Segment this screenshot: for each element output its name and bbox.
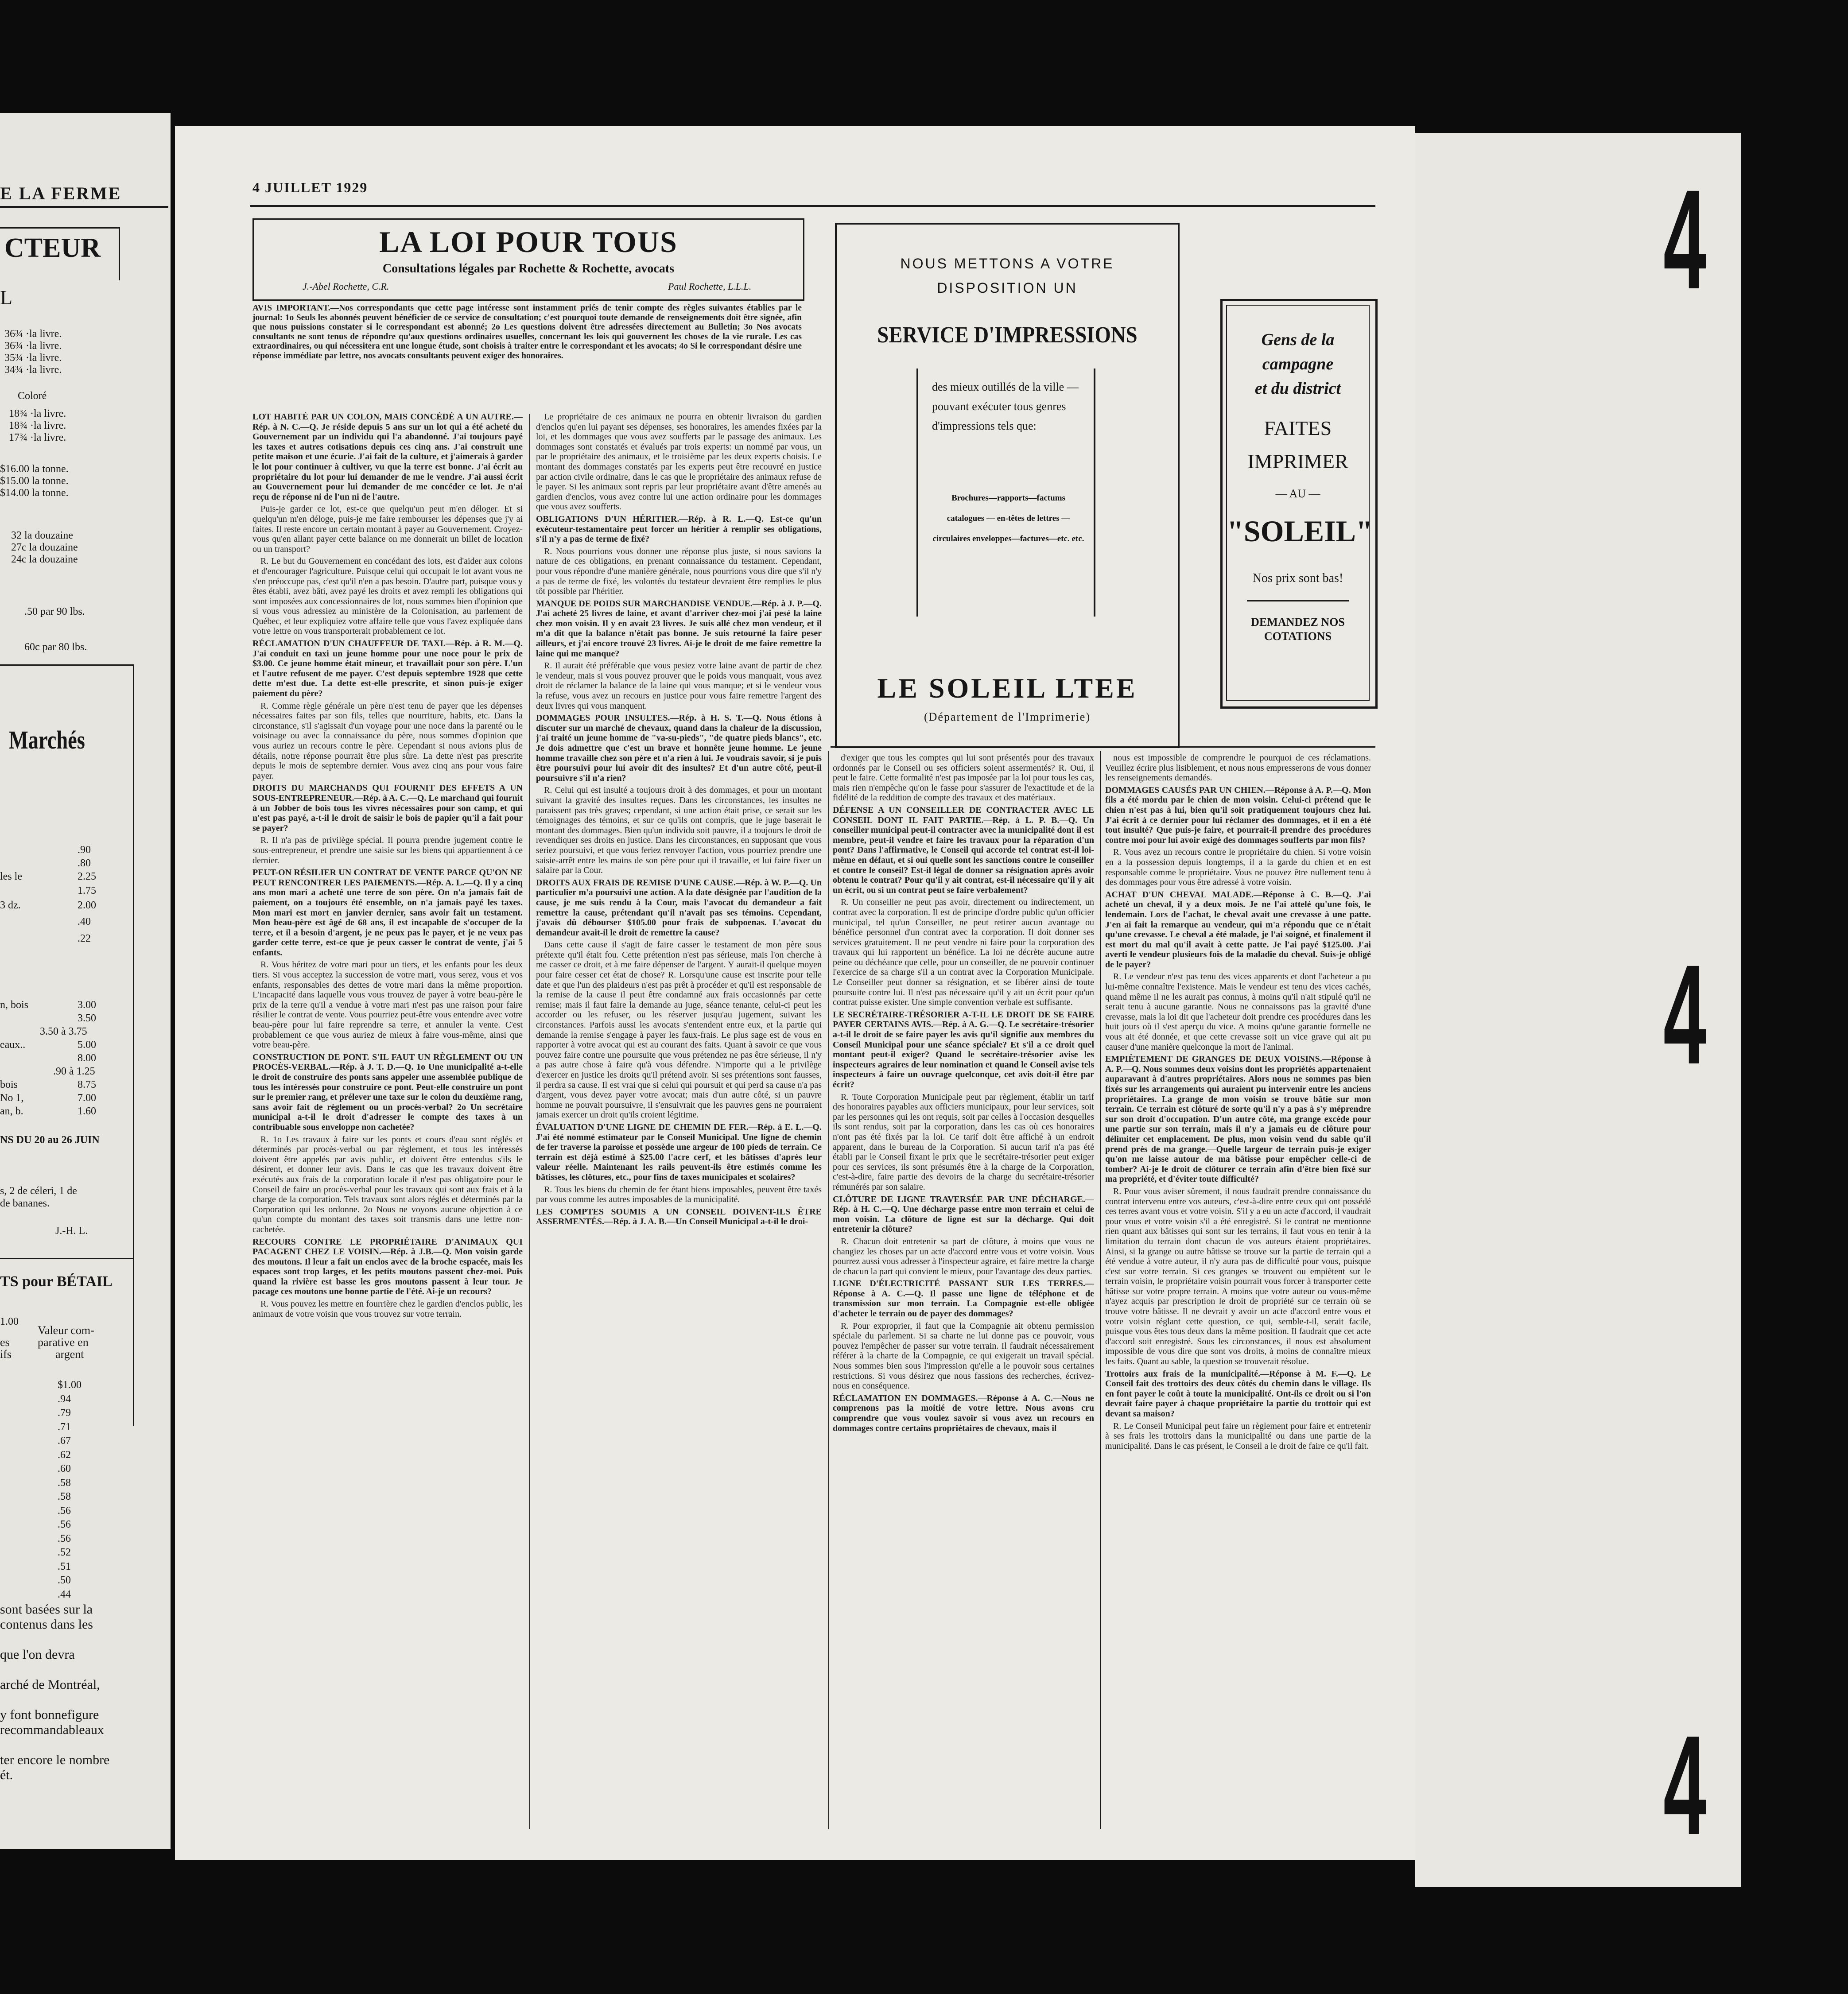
article-question: DOMMAGES CAUSÉS PAR UN CHIEN.—Réponse à A. P.—Q. Mon fils a été mordu par le chien de mon voisin. Celui-ci prétend que le chien n'est pas à lui, bien qu'il soit pratiquement toujours chez lui. J'ai écrit à ce dernier pour lui réclamer des dommages, et il en a été tout insulté? Que puis-je faire, et pourrait-il prendre des procédures contre moi pour lui avoir exigé des dommages soufferts par mon fils?	[1105, 785, 1371, 845]
market-value: .40	[78, 916, 91, 927]
left-header-rule	[0, 206, 168, 208]
left-box-rule-v	[119, 227, 120, 280]
betail-value: .44	[58, 1588, 71, 1600]
left-page-header: E LA FERME	[0, 183, 122, 203]
market-value: 2.25	[78, 871, 96, 882]
lbs-line: .50 par 90 lbs.	[24, 606, 85, 617]
ad-list: Brochures—rapports—factums catalogues — en-têtes de lettres — circulaires enveloppes—factures—etc. etc.	[932, 493, 1084, 543]
market-label: les le	[0, 871, 22, 882]
soleil-line: Gens de la	[1261, 330, 1335, 349]
market2-label: n, bois	[0, 999, 29, 1011]
article-column-1	[252, 412, 523, 1829]
header-rule	[250, 205, 1375, 207]
market-value: .22	[78, 933, 91, 944]
betail-note-line: que l'on devra	[0, 1647, 75, 1662]
article-answer: R. Celui qui est insulté a toujours droit à des dommages, et pour un montant suivant la gravité des insultes reçues. Dans les circonstances, les insultes ne paraissent pas très graves; cependant, si une action était prise, ce serait sur les témoignages des témoins, et sur ce qu'ils ont compris, que le juge baserait le montant des dommages. Bien qu'un individu soit pauvre, il a toujours le droit de revendiquer ses droits en justice. Dans les circonstances, en supposant que vous seriez poursuivi, et que vous feriez renvoyer l'action, vous pourriez prendre une saisie-arrêt entre les mains de son père pour qui il travaille, et lui faire fixer un salaire par la Cour.	[536, 785, 822, 876]
article-answer: R. Il aurait été préférable que vous pesiez votre laine avant de partir de chez le vendeur, mais si vous pouvez prouver que le poids vous manquait, vous avez droit de réclamer la balance de la laine qui vous manque; et si le vendeur vous la refuse, vous avez un recours en justice pour vous faire remettre l'argent des deux livres qui vous manquent.	[536, 661, 822, 711]
article-answer: R. Un conseiller ne peut pas avoir, directement ou indirectement, un contrat avec la corporation. Il est de principe d'ordre public qu'un officier municipal, tel qu'un Conseiller, ne peut retirer aucun avantage ou bénéfice personnel d'un contrat avec la corporation. Il doit donner ses services gratuitement. Il ne peut vendre ni faire pour la corporation des travaux qui lui rapportent un bénéfice. La loi ne décrète aucune autre peine ou déchéance que celle, pour un conseiller, de ne pouvoir continuer l'exercice de sa charge s'il a un contrat avec la Corporation Municipale. Le Conseiller peut donner sa résignation, et se libérer ainsi de toute poursuite contre lui. Il n'est pas nécessaire qu'il y ait un écrit pour qu'un contrat puisse exister. Une simple convention verbale est suffisante.	[833, 897, 1094, 1008]
betail-value: .50	[58, 1575, 71, 1586]
market2-label: eaux..	[0, 1039, 26, 1051]
douzaine-line: 27c la douzaine	[11, 542, 78, 553]
soleil-line: DEMANDEZ NOS	[1251, 616, 1345, 628]
betail-value: .94	[58, 1393, 71, 1405]
article-question: ÉVALUATION D'UNE LIGNE DE CHEMIN DE FER.—Rép. à E. L.—Q. J'ai été nommé estimateur par le Conseil Municipal. Une ligne de chemin de fer traverse la paroisse et possède une argeur de 100 pieds de terrain. Ce terrain est déjà estimé à $25.00 l'acre cerf, et les bâtisses d'après leur valeur réelle. Maintenant les rails peuvent-ils être estimés comme les bâtisses, les clôtures, etc., pour fins de taxes municipales et scolaires?	[536, 1122, 822, 1182]
article-answer: R. Nous pourrions vous donner une réponse plus juste, si nous savions la nature de ces obligations, en prenant connaissance du testament. Cependant, pour vous répondre d'une manière générale, nous pourrions vous dire que s'il n'y a pas de terme de fixé, les volontés du testateur devraient être remplies le plus tôt possible par l'héritier.	[536, 546, 822, 597]
loi-subtitle: Consultations légales par Rochette & Rochette, avocats	[382, 262, 675, 275]
article-answer: R. Toute Corporation Municipale peut par règlement, établir un tarif des honoraires payables aux officiers municipaux, pour leur services, soit par les personnes qui les ont requis, soit par celles à l'occasion desquelles ils sont rendus, soit par la corporation, dans les cas où ces honoraires n'ont pas été fixés par la loi. Ce tarif doit être affiché à un endroit apparent, dans le bureau de la Corporation. Si aucun tarif n'a pas été établi par le Conseil fixant le prix que le secrétaire-trésorier peut exiger pour ces services, ils sont présumés être à la charge de la Corporation, c'est-à-dire, faire partie des devoirs de la charge du secrétaire-trésorier rémunérés par son salaire.	[833, 1092, 1094, 1192]
article-question: LES COMPTES SOUMIS A UN CONSEIL DOIVENT-ILS ÊTRE ASSERMENTÉS.—Rép. à J. A. B.—Un Conseil Municipal a-t-il le droi-	[536, 1206, 822, 1227]
article-question: MANQUE DE POIDS SUR MARCHANDISE VENDUE.—Rép. à J. P.—Q. J'ai acheté 25 livres de laine, et avant d'arriver chez-moi j'ai pesé la laine chez mon voisin. Il y en avait 23 livres. Je suis allé chez mon vendeur, et il m'a dit que la balance n'était pas bonne. Je suis retourné la faire peser ailleurs, et j'ai encore trouvé 23 livres. Ai-je le droit de me faire remettre la laine qui me manque?	[536, 598, 822, 659]
foot-line: s, 2 de céleri, 1 de	[0, 1185, 77, 1197]
betail-value: .60	[58, 1463, 71, 1474]
article-answer: R. Vous avez un recours contre le propriétaire du chien. Si votre voisin en a la possession depuis longtemps, il a la garde du chien et en est responsable comme le propriétaire. Vous ne pouvez être nullement tenu à des dommages pour vous être adressé à votre voisin.	[1105, 847, 1371, 888]
betail-value: .56	[58, 1519, 71, 1530]
marches-title: Marchés	[9, 725, 85, 754]
left-rule	[0, 664, 133, 666]
market2-value: 8.75	[78, 1079, 96, 1090]
article-answer: R. Vous héritez de votre mari pour un tiers, et les enfants pour les deux tiers. Si vous acceptez la succession de votre mari, vous serez, vous et vos enfants, responsables des dettes de votre mari dans la même proportion. L'incapacité dans laquelle vous vous trouvez de payer à votre beau-père le prix de la terre qu'il a vendue à votre mari n'est pas une raison pour faire résilier le contrat de vente. Vous pourriez peut-être vous entendre avec votre beau-père pour lui faire reprendre sa terre, et annuler la vente. C'est probablement ce que vous auriez de mieux à faire vous-même, ainsi que votre beau-père.	[252, 960, 523, 1050]
betail-head: parative en	[38, 1336, 89, 1349]
column-rule	[828, 751, 829, 1829]
colore-label: Coloré	[18, 390, 47, 402]
betail-value: .67	[58, 1435, 71, 1447]
betail-note-line: recommandableaux	[0, 1722, 104, 1737]
article-column-3	[833, 753, 1094, 1829]
article-question: OBLIGATIONS D'UN HÉRITIER.—Rép. à R. L.—Q. Est-ce qu'un exécuteur-testamentaire peut forcer un héritier à remplir ses obligations, s'il n'y a pas de terme de fixé?	[536, 514, 822, 544]
market2-value: .90 à 1.25	[53, 1066, 95, 1077]
article-answer: R. Comme règle générale un père n'est tenu de payer que les dépenses nécessaires faites par son fils, telles que nourriture, habits, etc. Dans la circonstance, s'il s'agissait d'un voyage pour une noce dans la parenté ou le voisinage ou avec la connaissance du père, nous sommes d'opinion que vous auriez un recours contre le père. Cependant si nous avions plus de détails, notre réponse pourrait être plus sûre. La dette n'est pas prescrite depuis le mois de septembre dernier. Vous avez cinq ans pour vous faire payer.	[252, 701, 523, 781]
ad-company: LE SOLEIL LTEE	[877, 672, 1138, 704]
betail-value: .56	[58, 1532, 71, 1544]
article-column-2	[536, 412, 822, 1829]
price-line: 35¾ ·la livre.	[4, 352, 62, 364]
ad-body: des mieux outillés de la ville — pouvant exécuter tous genres d'impressions tels que:	[932, 380, 1079, 432]
signature: J.-H. L.	[55, 1225, 88, 1237]
article-question: RÉCLAMATION D'UN CHAUFFEUR DE TAXI.—Rép. à R. M.—Q. J'ai conduit en taxi un jeune homme pour une noce pour le prix de $3.00. Ce jeune homme était mineur, et travaillait pour son père. L'un et l'autre refusent de me payer. C'est depuis septembre 1928 que cette dette m'est due. La dette est-elle prescrite, et sinon puis-je exiger paiement du père?	[252, 639, 523, 699]
service-impressions-ad	[835, 223, 1180, 748]
betail-title: TS pour BÉTAIL	[0, 1273, 113, 1290]
price-line: 36¾ ·la livre.	[4, 340, 62, 352]
soleil-line: "SOLEIL"	[1227, 514, 1373, 548]
market2-value: 3.50	[78, 1013, 96, 1024]
intro-notice	[252, 303, 802, 408]
betail-note-line: y font bonnefigure	[0, 1707, 99, 1722]
article-question: LE SECRÉTAIRE-TRÉSORIER A-T-IL LE DROIT DE SE FAIRE PAYER CERTAINS AVIS.—Rép. à A. G.—Q. Le secrétaire-trésorier a-t-il le droit de se faire payer les avis qu'il signifie aux membres du Conseil Municipal pour une séance spéciale? Et s'il a ce droit quel montant peut-il exiger? Quand le secrétaire-trésorier avise les inspecteurs agraires de leur nomination et quand le Conseil avise tels inspecteurs à faire un ouvrage quelconque, cet avis doit-il être par écrit?	[833, 1009, 1094, 1090]
douzaine-line: 32 la douzaine	[11, 530, 73, 541]
betail-value: .79	[58, 1407, 71, 1419]
market2-value: 1.60	[78, 1106, 96, 1117]
page-number-mark: 4	[1663, 935, 1707, 1094]
week-line: NS DU 20 au 26 JUIN	[0, 1134, 100, 1146]
article-answer: R. Tous les biens du chemin de fer étant biens imposables, peuvent être taxés par vous comme les autres imposables de la municipalité.	[536, 1184, 822, 1205]
betail-note-line: arché de Montréal,	[0, 1677, 100, 1692]
betail-side: ifs	[0, 1348, 12, 1361]
newspaper-page	[175, 126, 1415, 1860]
soleil-line: IMPRIMER	[1247, 450, 1348, 473]
article-answer: R. Pour vous aviser sûrement, il nous faudrait prendre connaissance du contrat intervenu entre vos auteurs, c'est-à-dire entre ceux qui ont possédé ces terres avant vous et votre voisin. S'il y a eu un acte d'accord, il vaudrait pour vous et votre voisin s'il a été enregistré. Si le contrat ne mentionne rien quant aux bâtisses qui sont sur les terrains, il faut vous en tenir à la limitation du terrain dont chacun de vos auteurs étaient propriétaires. Ainsi, si la grange ou autre bâtisse se trouve sur la partie de terrain qui a été vendue à votre auteur, il n'y aura pas de difficulté pour vous, puisque c'est sur votre terrain. Si ces granges se trouvent ou empiètent sur le terrain voisin, le propriétaire voisin pourrait vous forcer à transporter cette bâtisse sur votre propre terrain. A moins que votre auteur ou vous-même n'ayez acquis par prescription le droit de propriété sur ce terrain où se trouve votre bâtisse. Il ne devrait y avoir un acte d'accord entre vous et votre voisin réglant cette question, ce qui, semble-t-il, serait facile, puisque vous êtes tous deux dans la même position. Il faudrait que cet acte d'accord soit enregistré. Sous les circonstances, il nous est absolument impossible de vous dire que sont vos droits, à moins de connaître mieux les faits. Quant au sable, la question se trouverait résolue.	[1105, 1186, 1371, 1367]
left-section-letter: L	[0, 286, 13, 309]
foot-line: de bananes.	[0, 1198, 50, 1209]
article-answer: R. Le but du Gouvernement en concédant des lots, est d'aider aux colons et d'encourager l'agriculture. Puisque celui qui occupait le lot avant vous ne s'en préoccupe pas, c'est qu'il n'en a pas besoin. D'autre part, puisque vous y êtes établi, avez bâti, avez payé les droits et avez rempli les obligations qui sont imposées aux concessionnaires de lot, nous sommes bien d'opinion que si vous vous adressiez au ministère de la Colonisation, au parlement de Québec, et leur expliquiez votre affaire telle que vous l'avez expliquée dans votre lettre on vous transporterait probablement ce lot.	[252, 556, 523, 636]
article-answer: R. Le Conseil Municipal peut faire un règlement pour faire et entretenir à ses frais les trottoirs dans la municipalité ou dans une partie de la municipalité. Dans le cas présent, le Conseil a le droit de faire ce qu'il fait.	[1105, 1421, 1371, 1451]
article-answer: d'exiger que tous les comptes qui lui sont présentés pour des travaux ordonnés par le Conseil ou ses officiers soient assermentés? R. Oui, il peut le faire. Cette formalité n'est pas imposée par la loi pour tous les cas, mais rien n'empêche qu'on le fasse pour s'assurer de l'exactitude et de la fidélité de la reddition de compte des travaux et des matériaux.	[833, 753, 1094, 803]
market2-value: 8.00	[78, 1052, 96, 1064]
article-question: RÉCLAMATION EN DOMMAGES.—Réponse à A. C.—Nous ne comprenons pas la moitié de votre lettre. Nous avons cru comprendre que vous voulez savoir si vous avez un recours en dommages contre certains propriétaires de chevaux, mais il	[833, 1393, 1094, 1433]
left-page-fragment	[0, 113, 171, 1849]
article-question: CONSTRUCTION DE PONT. S'IL FAUT UN RÈGLEMENT OU UN PROCÈS-VERBAL.—Rép. à J. T. D.—Q. 1o Une municipalité a-t-elle le droit de construire des ponts sans appeler une assemblée publique de tous les intéressés pour construire ce pont. Peut-elle construire un pont sur le premier rang, et prélever une taxe sur le colon du deuxième rang, sans avoir fait de règlement ou un procès-verbal? 2o Un secrétaire municipal a-t-il le droit d'adresser le compte des taxes à un contribuable sous enveloppe non cachetée?	[252, 1052, 523, 1132]
market2-label: bois	[0, 1079, 18, 1090]
market-value: .90	[78, 844, 91, 856]
betail-value: .58	[58, 1477, 71, 1489]
ad-department: (Département de l'Imprimerie)	[924, 710, 1091, 723]
article-answer: Le propriétaire de ces animaux ne pourra en obtenir livraison du gardien d'enclos qu'en lui payant ses dépenses, ses honoraires, les amendes fixées par la loi, et les dommages que vous avez soufferts par le passage des animaux. Les dommages sont constatés et évalués par trois experts: un nommé par vous, un par le propriétaire des animaux, et le troisième par les deux experts choisis. Le montant des dommages constatés par les experts peut être recouvré en justice par action civile ordinaire, dans le cas que le propriétaire des animaux refuse de le payer. Si les animaux sont repris par leur propriétaire avant d'être amenés au gardien d'enclos, vous avez contre lui une action ordinaire pour les dommages que vous avez soufferts.	[536, 412, 822, 512]
ad-heading: SERVICE D'IMPRESSIONS	[877, 322, 1138, 348]
article-answer: Dans cette cause il s'agit de faire casser le testament de mon père sous prétexte qu'il était fou. Cette prétention n'est pas sérieuse, mais l'on cherche à me casser ce droit, et à me faire dépenser de l'argent. Y aurait-il quelque moyen pour faire cesser cet état de chose? R. Lorsqu'une cause est inscrite pour telle date et que l'un des plaideurs n'est pas prêt à procéder et qu'il est responsable de la remise de la cause il peut être condamné aux frais occasionnés par cette remise; mais il faut faire la demande au juge, séance tenante, celui-ci peut les accorder ou les refuser, ou les réserver jusqu'au jugement, suivant les circonstances. Parfois aussi les avocats s'entendent entre eux, et la partie qui demande la remise s'engage à payer les faux-frais. Le plus sage est de vous en rapporter à votre avocat qui est au courant des faits. Quant à savoir ce que vous pouvez faire contre une poursuite que vous prétendez ne pas être sérieuse, il n'y a pas autre chose à faire qu'à vous défendre. N'importe qui a le privilège d'exercer en justice les droits qu'il prétend avoir. Si ses prétentions sont fausses, il perdra sa cause. Il est vrai que si celui qui poursuit et qui perd sa cause n'a pas d'argent, vous devez payer votre avocat; mais d'un autre côté, si un pauvre homme ne pouvait poursuivre, il s'ensuivrait que les pauvres gens ne pourraient jamais exercer un droit qu'ils croient légitime.	[536, 940, 822, 1120]
ad-bottom-rule	[831, 746, 1375, 748]
douzaine-line: 24c la douzaine	[11, 554, 78, 565]
article-question: DOMMAGES POUR INSULTES.—Rép. à H. S. T.—Q. Nous étions à discuter sur un marché de chevaux, quand dans la chaleur de la discussion, j'ai traité un jeune homme de "va-su-pieds", "de quatre pieds blancs", etc. Je dois admettre que c'est un brave et honnête jeune homme. Le jeune homme travaille chez son père et n'a rien à lui. Je voudrais savoir, si je puis être poursuivi pour lui avoir dit des insultes? Et d'un autre côté, peut-il poursuivre s'il n'a rien?	[536, 713, 822, 783]
loi-title: LA LOI POUR TOUS	[379, 225, 678, 259]
article-answer: R. Chacun doit entretenir sa part de clôture, à moins que vous ne changiez les choses par un acte d'accord entre vous et votre voisin. Vous pourrez aussi vous adresser à l'inspecteur agraire, et faire mettre la charge de chacun la part qui convient le mieux, pour l'avantage des deux parties.	[833, 1236, 1094, 1276]
betail-value: $1.00	[58, 1379, 82, 1391]
betail-note-line: contenus dans les	[0, 1617, 93, 1632]
article-answer: R. 1o Les travaux à faire sur les ponts et cours d'eau sont réglés et déterminés par procès-verbal ou par règlement, et tous les intéressés doivent être appelés par avis public, et doivent être entendus s'ils le désirent, et donner leur avis. Dans le cas que les travaux doivent être exécutés aux frais de la corporation locale il n'est pas obligatoire pour le Conseil de faire un procès-verbal pour les travaux qui sont aux frais et à la charge de la corporation. Tels travaux sont alors réglés et déterminés par la Corporation qui les ordonne. 2o Nous ne voyons aucune objection à ce qu'un compte du montant des taxes soit transmis dans une lettre non-cachetée.	[252, 1134, 523, 1234]
intro-text: AVIS IMPORTANT.—Nos correspondants que cette page intéresse sont instamment priés de tenir compte des règles suivantes établies par le journal: 1o Seuls les abonnés peuvent bénéficier de ce service de consultation; c'est pourquoi toute demande de renseignements doit être signée, afin que nous puissions constater si le correspondant est abonné; 2o Les questions doivent être adressées directement au Bulletin; 3o Nos avocats consultants ne sont tenus de répondre qu'aux questions ordinaires usuelles, concernant les lois qui gouvernent les choses de la vie rurale. Les cas extraordinaires, ou qui nécessitera ent une longue étude, sont choisis à traiter entre le correspondant et les avocats; 4o Si le correspondant désire une réponse immédiate par lettre, nos avocats consultants peuvent exiger des honoraires.	[252, 303, 802, 361]
market2-value: 7.00	[78, 1092, 96, 1104]
price-line: 34¾ ·la livre.	[4, 364, 62, 376]
soleil-line: FAITES	[1264, 417, 1332, 439]
soleil-rule	[1247, 600, 1349, 601]
article-question: DROITS DU MARCHANDS QUI FOURNIT DES EFFETS A UN SOUS-ENTREPRENEUR.—Rép. à A. C.—Q. Le marchand qui fournit à un Jobber de bois tous les vivres nécessaires pour son camp, et qui n'est pas payé, a-t-il le droit de saisir le bois de papier qu'il a fait pour se payer?	[252, 783, 523, 833]
soleil-line: Nos prix sont bas!	[1252, 571, 1343, 585]
left-rule-v	[133, 664, 134, 1426]
column-rule	[1100, 751, 1101, 1829]
betail-value: .71	[58, 1421, 71, 1433]
soleil-line: COTATIONS	[1264, 630, 1332, 643]
colore-line: 17¾ ·la livre.	[9, 432, 66, 443]
ad-divider	[916, 369, 918, 617]
article-question: Trottoirs aux frais de la municipalité.—Réponse à M. F.—Q. Le Conseil fait des trottoirs des deux côtés du chemin dans le village. Ils en font payer le coût à toute la municipalité. Ont-ils ce droit ou si l'on devrait faire payer à chaque propriétaire la partie du trottoir qui est devant sa maison?	[1105, 1369, 1371, 1419]
page-number-mark: 4	[1663, 160, 1707, 318]
market2-value: 3.00	[78, 999, 96, 1011]
market2-label: No 1,	[0, 1092, 24, 1104]
left-rule	[0, 1258, 133, 1259]
left-section-title: CTEUR	[4, 233, 101, 263]
soleil-line: campagne	[1262, 355, 1334, 373]
market-value: .80	[78, 857, 91, 869]
loi-pour-tous-box	[252, 218, 804, 301]
article-question: DROITS AUX FRAIS DE REMISE D'UNE CAUSE.—Rép. à W. P.—Q. Un particulier m'a poursuivi une action. A la date désignée par l'audition de la cause, je me suis rendu à la Cour, mais l'avocat du demandeur a fait remettre la cause, prétendant qu'il n'avait pas ses témoins. Cependant, j'avais dû débourser $105.00 pour frais de subpoenas. L'avocat du demandeur avait-il le droit de remettre la cause?	[536, 877, 822, 938]
page-date: 4 JUILLET 1929	[252, 179, 368, 195]
lbs-line: 60c par 80 lbs.	[24, 641, 87, 653]
betail-value: .52	[58, 1547, 71, 1558]
article-answer: R. Il n'a pas de privilège spécial. Il pourra prendre jugement contre le sous-entrepreneur, et prendre une saisie sur les biens qui appartiennent à ce dernier.	[252, 835, 523, 865]
article-answer: nous est impossible de comprendre le pourquoi de ces réclamations. Veuillez écrire plus lisiblement, et nous nous empresserons de vous donner les renseignements demandés.	[1105, 753, 1371, 783]
colore-line: 18¾ ·la livre.	[9, 408, 66, 419]
article-question: CLÔTURE DE LIGNE TRAVERSÉE PAR UNE DÉCHARGE.—Rép. à H. C.—Q. Une décharge passe entre mon terrain et celui de mon voisin. La clôture de ligne est sur la décharge. Qui doit entretenir la clôture?	[833, 1194, 1094, 1234]
betail-value: .51	[58, 1560, 71, 1572]
article-question: RECOURS CONTRE LE PROPRIÉTAIRE D'ANIMAUX QUI PACAGENT CHEZ LE VOISIN.—Rép. à J.B.—Q. Mon voisin garde des moutons. Il leur a fait un enclos avec de la broche espacée, mais les espaces sont trop larges, et les petits moutons passent chez-moi. Puis quand la rivière est basse les gros moutons passent à leur tour. Je pacage ces moutons une bonne partie de l'été. Ai-je un recours?	[252, 1237, 523, 1297]
loi-author-left: J.-Abel Rochette, C.R.	[303, 281, 389, 292]
article-answer: R. Vous pouvez les mettre en fourrière chez le gardien d'enclos public, les animaux de votre voisin que vous trouvez sur votre terrain.	[252, 1299, 523, 1319]
article-question: PEUT-ON RÉSILIER UN CONTRAT DE VENTE PARCE QU'ON NE PEUT RENCONTRER LES PAIEMENTS.—Rép. A. L.—Q. Il y a cinq ans mon mari a acheté une terre de son père. On n'a jamais fait de paiement, on a toujours été ensemble, on n'a jamais payé les taxes. Mon mari est mort en janvier dernier, sans avoir fait un testament. Mon beau-père est âgé de 68 ans, il est incapable de s'occuper de la terre, et il a besoin d'argent, je ne peux pas le payer, et je ne veux pas garder cette terre, est-ce que je peux casser le contrat de vente, j'ai 5 enfants.	[252, 868, 523, 958]
market-value: 2.00	[78, 900, 96, 911]
left-box-rule	[0, 227, 120, 229]
betail-note-line: ét.	[0, 1768, 13, 1782]
market-value: 1.75	[78, 885, 96, 896]
betail-value: .58	[58, 1491, 71, 1502]
soleil-ad-inner	[1226, 305, 1373, 701]
betail-head: argent	[55, 1348, 84, 1361]
column-rule	[529, 414, 530, 1829]
betail-head: Valeur com-	[38, 1324, 94, 1337]
ad-divider	[1094, 369, 1095, 617]
market2-value: 5.00	[78, 1039, 96, 1051]
soleil-ad	[1220, 299, 1378, 709]
article-question: ACHAT D'UN CHEVAL MALADE.—Réponse à C. B.—Q. J'ai acheté un cheval, il y a deux mois. Je ne l'ai attelé qu'une fois, le lendemain. Lors de l'achat, le cheval avait une crevasse à une patte. J'en ai fait la remarque au vendeur, qui m'a répondu que ce n'était qu'une crevasse. Le cheval a été malade, je l'ai soigné, et finalement il est mort du mal qu'il avait à cette patte. Je l'ai payé $125.00. J'ai averti le vendeur plusieurs fois de la maladie du cheval. Suis-je obligé de le payer?	[1105, 889, 1371, 970]
soleil-line: et du district	[1254, 379, 1341, 398]
colore-line: 18¾ ·la livre.	[9, 420, 66, 431]
ad-line: NOUS METTONS A VOTRE	[900, 256, 1114, 272]
article-answer: Puis-je garder ce lot, est-ce que quelqu'un peut m'en déloger. Et si quelqu'un m'en déloge, puis-je me faire rembourser les dépenses que j'y ai faites. Il reste encore un certain montant à payer au Gouvernement. Croyez-vous qu'en allant payer cette balance on me donnerait un billet de location ou un transport?	[252, 504, 523, 554]
betail-rate: 1.00	[0, 1316, 19, 1327]
article-column-4	[1105, 753, 1371, 1829]
betail-note-line: ter encore le nombre	[0, 1753, 110, 1767]
betail-value: .56	[58, 1505, 71, 1517]
page-number-mark: 4	[1663, 1706, 1707, 1864]
price-line: 36¾ ·la livre.	[4, 328, 62, 340]
right-margin-strip	[1415, 133, 1741, 1887]
article-question: DÉFENSE A UN CONSEILLER DE CONTRACTER AVEC LE CONSEIL DONT IL FAIT PARTIE.—Rép. à L. P. B.—Q. Un conseiller municipal peut-il contracter avec la municipalité dont il est membre, peut-il vendre et faire les travaux pour la réparation d'un pont? Dans l'affirmative, le Conseil qui accorde tel contrat est-il loi-même en défaut, et si oui quelle sont les sanctions contre le conseiller et contre le conseil? Est-il légal de donner sa résignation après avoir obtenu le contrat? Pour qu'il y ait contrat, est-il nécessaire qu'il y ait un écrit, ou si un contrat peut se faire verbalement?	[833, 805, 1094, 895]
market2-label: an, b.	[0, 1106, 23, 1117]
betail-value: .62	[58, 1449, 71, 1461]
article-answer: R. Pour exproprier, il faut que la Compagnie ait obtenu permission spéciale du parlement. Si sa charte ne lui donne pas ce pouvoir, vous pouvez l'empêcher de passer sur votre terrain. Il faudrait nécessairement référer à la charte de la Compagnie, ce qui exigerait un travail spécial. Nous sommes bien sous l'impression qu'elle a le pouvoir sous certaines restrictions. Si vous désirez que nous fassions des recherches, écrivez-nous en conséquence.	[833, 1321, 1094, 1391]
market2-value: 3.50 à 3.75	[40, 1026, 87, 1037]
betail-note-line: sont basées sur la	[0, 1602, 93, 1617]
tonne-line: $14.00 la tonne.	[0, 487, 69, 499]
market-label: 3 dz.	[0, 900, 21, 911]
article-question: LOT HABITÉ PAR UN COLON, MAIS CONCÉDÉ A UN AUTRE.—Rép. à N. C.—Q. Je réside depuis 5 ans sur un lot qui a été acheté du Gouvernement par un individu qui l'a abandonné. J'ai toujours payé les taxes et autres cotisations depuis ces cinq ans. J'ai construit une petite maison et une écurie. J'ai fait de la culture, et j'aimerais à garder le lot pour continuer à cultiver, vu que la terre est bonne. J'ai écrit au propriétaire du lot pour lui demander de me le vendre. J'ai aussi écrit au Gouvernement pour lui demander de me concéder ce lot. Je n'ai reçu de réponse ni de l'un ni de l'autre.	[252, 412, 523, 502]
article-answer: R. Le vendeur n'est pas tenu des vices apparents et dont l'acheteur a pu lui-même connaître l'existence. Mais le vendeur est tenu des vices cachés, quand même il ne les aurait pas connus, à moins qu'il n'ait stipulé qu'il ne serait tenu à aucune garantie. Nous ne connaissons pas la gravité d'une crevasse, mais la loi dit que l'acheteur doit prendre ces procédures dans les huit jours où il s'est aperçu du vice. A moins qu'une garantie formelle ne vous ait été donnée, et que cette crevasse soit un vice grave qui ait pu causer d'une manière quelconque la mort de l'animal.	[1105, 972, 1371, 1052]
soleil-line: — AU —	[1275, 487, 1320, 500]
article-question: LIGNE D'ÉLECTRICITÉ PASSANT SUR LES TERRES.—Réponse à A. C.—Q. Il passe une ligne de téléphone et de transmission sur mon terrain. La Compagnie est-elle obligée d'acheter le terrain ou de payer des dommages?	[833, 1279, 1094, 1319]
article-question: EMPIÈTEMENT DE GRANGES DE DEUX VOISINS.—Réponse à A. P.—Q. Nous sommes deux voisins dont les propriétés appartenaient auparavant à d'autres propriétaires. Alors nous ne sommes pas bien fixés sur les arrangements qui auraient pu intervenir entre les anciens propriétaires. La grange de mon voisin se trouve bâtie sur mon terrain. Ce terrain est clôturé de sorte qu'il n'y a pas à s'y méprendre sur son droit d'occupation. D'un autre côté, ma grange excède pour une partie sur son terrain, mais il n'y a jamais eu de clôture pour délimiter cet emplacement. De plus, mon voisin vend du sable qu'il prend près de ma grange.—Quelle largeur de terrain puis-je exiger qu'on me laisse autour de ma bâtisse pour empêcher celle-ci de tomber? Ai-je le droit de clôturer ce terrain afin d'être bien fixé sur ma propriété, et d'éviter toute difficulté?	[1105, 1054, 1371, 1184]
tonne-line: $16.00 la tonne.	[0, 463, 69, 475]
loi-author-right: Paul Rochette, L.L.L.	[668, 281, 752, 292]
tonne-line: $15.00 la tonne.	[0, 475, 69, 487]
ad-line: DISPOSITION UN	[937, 280, 1078, 296]
betail-side: es	[0, 1336, 10, 1349]
